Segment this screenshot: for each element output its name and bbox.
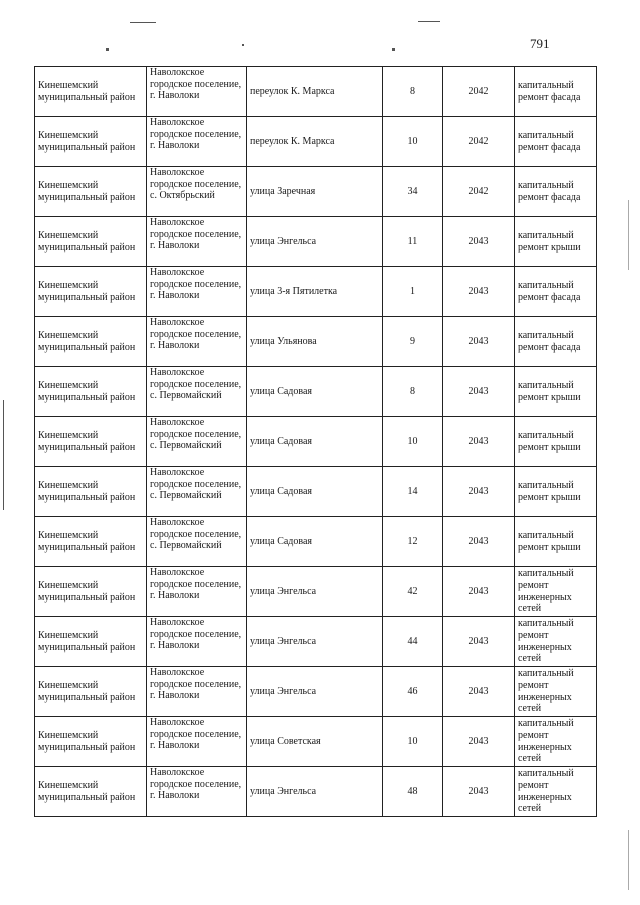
district-cell: [35, 217, 147, 267]
street-cell: [247, 767, 383, 817]
work-type-cell: [515, 217, 597, 267]
settlement-cell: [147, 717, 247, 767]
house-number-cell: [383, 417, 443, 467]
settlement-text: Наволокское городское поселение, г. Наволоки: [150, 217, 242, 252]
page-number: 791: [530, 36, 550, 51]
settlement-text: Наволокское городское поселение, г. Наволоки: [150, 317, 242, 352]
settlement-cell: [147, 667, 247, 717]
house-number-cell: [383, 617, 443, 667]
district-cell: [35, 567, 147, 617]
year-text: 2043: [468, 435, 489, 447]
street-cell: [247, 317, 383, 367]
work-type-cell: [515, 667, 597, 717]
street-cell: [247, 517, 383, 567]
house-number-text: 10: [407, 735, 418, 747]
street-cell: [247, 367, 383, 417]
work-type-text: капитальный ремонт крыши: [518, 479, 581, 503]
work-type-cell: [515, 317, 597, 367]
district-cell: [35, 317, 147, 367]
work-type-text: капитальный ремонт инженерных сетей: [518, 668, 574, 715]
year-cell: [443, 467, 515, 517]
year-cell: [443, 417, 515, 467]
year-cell: [443, 117, 515, 167]
settlement-cell: [147, 467, 247, 517]
house-number-text: 46: [407, 685, 418, 697]
street-cell: [247, 717, 383, 767]
scan-mark: [628, 830, 629, 890]
street-cell: [247, 617, 383, 667]
year-text: 2042: [468, 185, 489, 197]
work-type-cell: [515, 167, 597, 217]
table-row: [35, 167, 597, 217]
street-text: улица Заречная: [250, 185, 316, 197]
house-number-cell: [383, 767, 443, 817]
work-type-cell: [515, 367, 597, 417]
house-number-cell: [383, 717, 443, 767]
work-type-text: капитальный ремонт инженерных сетей: [518, 618, 574, 665]
settlement-cell: [147, 567, 247, 617]
work-type-text: капитальный ремонт инженерных сетей: [518, 718, 574, 765]
settlement-text: Наволокское городское поселение, г. Наволоки: [150, 567, 242, 602]
table-row: [35, 567, 597, 617]
settlement-text: Наволокское городское поселение, г. Наволоки: [150, 717, 242, 752]
district-cell: [35, 267, 147, 317]
table-row: [35, 717, 597, 767]
street-text: улица Садовая: [250, 435, 313, 447]
district-cell: [35, 617, 147, 667]
house-number-cell: [383, 467, 443, 517]
year-cell: [443, 267, 515, 317]
work-type-cell: [515, 417, 597, 467]
house-number-text: 9: [410, 335, 415, 347]
house-number-text: 1: [410, 285, 415, 297]
work-type-cell: [515, 767, 597, 817]
work-type-cell: [515, 617, 597, 667]
district-cell: [35, 517, 147, 567]
house-number-cell: [383, 317, 443, 367]
year-text: 2043: [468, 535, 489, 547]
house-number-text: 8: [410, 85, 415, 97]
settlement-text: Наволокское городское поселение, г. Наволоки: [150, 767, 242, 802]
house-number-cell: [383, 367, 443, 417]
district-cell: [35, 67, 147, 117]
street-text: улица Энгельса: [250, 585, 317, 597]
settlement-cell: [147, 517, 247, 567]
scan-mark: [106, 48, 109, 51]
year-cell: [443, 717, 515, 767]
district-cell: [35, 167, 147, 217]
settlement-cell: [147, 117, 247, 167]
settlement-cell: [147, 417, 247, 467]
settlement-text: Наволокское городское поселение, с. Первомайский: [150, 367, 242, 402]
scan-mark: [242, 44, 244, 46]
table-row: [35, 367, 597, 417]
street-text: улица Советская: [250, 735, 321, 747]
year-text: 2043: [468, 635, 489, 647]
house-number-text: 12: [407, 535, 418, 547]
district-text: Кинешемский муниципальный район: [38, 779, 136, 803]
house-number-cell: [383, 267, 443, 317]
work-type-text: капитальный ремонт фасада: [518, 179, 581, 203]
house-number-text: 14: [407, 485, 418, 497]
district-cell: [35, 367, 147, 417]
year-text: 2043: [468, 735, 489, 747]
settlement-cell: [147, 617, 247, 667]
street-cell: [247, 67, 383, 117]
street-cell: [247, 117, 383, 167]
year-cell: [443, 217, 515, 267]
settlement-text: Наволокское городское поселение, с. Первомайский: [150, 417, 242, 452]
table-row: [35, 317, 597, 367]
street-cell: [247, 167, 383, 217]
house-number-cell: [383, 167, 443, 217]
table-row: [35, 617, 597, 667]
settlement-text: Наволокское городское поселение, с. Первомайский: [150, 467, 242, 502]
street-cell: [247, 667, 383, 717]
district-cell: [35, 717, 147, 767]
year-cell: [443, 617, 515, 667]
street-text: улица Энгельса: [250, 635, 317, 647]
settlement-text: Наволокское городское поселение, г. Наволоки: [150, 267, 242, 302]
district-text: Кинешемский муниципальный район: [38, 629, 136, 653]
year-cell: [443, 567, 515, 617]
year-text: 2043: [468, 335, 489, 347]
year-text: 2043: [468, 235, 489, 247]
house-number-text: 42: [407, 585, 418, 597]
work-type-text: капитальный ремонт крыши: [518, 379, 581, 403]
settlement-cell: [147, 267, 247, 317]
table-body: [35, 67, 597, 817]
street-cell: [247, 467, 383, 517]
house-number-cell: [383, 517, 443, 567]
district-text: Кинешемский муниципальный район: [38, 279, 136, 303]
work-type-cell: [515, 517, 597, 567]
work-type-cell: [515, 67, 597, 117]
street-cell: [247, 217, 383, 267]
district-text: Кинешемский муниципальный район: [38, 329, 136, 353]
year-cell: [443, 667, 515, 717]
year-text: 2043: [468, 385, 489, 397]
settlement-cell: [147, 317, 247, 367]
street-text: переулок К. Маркса: [250, 85, 335, 97]
settlement-cell: [147, 167, 247, 217]
street-text: улица Энгельса: [250, 685, 317, 697]
district-text: Кинешемский муниципальный район: [38, 229, 136, 253]
table-row: [35, 417, 597, 467]
street-text: улица Садовая: [250, 385, 313, 397]
district-cell: [35, 117, 147, 167]
district-text: Кинешемский муниципальный район: [38, 429, 136, 453]
house-number-cell: [383, 217, 443, 267]
table-row: [35, 267, 597, 317]
year-text: 2043: [468, 685, 489, 697]
work-type-text: капитальный ремонт крыши: [518, 529, 581, 553]
table-row: [35, 517, 597, 567]
scan-mark: [392, 48, 395, 51]
work-type-text: капитальный ремонт фасада: [518, 129, 581, 153]
street-text: переулок К. Маркса: [250, 135, 335, 147]
district-text: Кинешемский муниципальный район: [38, 679, 136, 703]
table-row: [35, 117, 597, 167]
year-cell: [443, 167, 515, 217]
house-number-cell: [383, 667, 443, 717]
work-type-cell: [515, 717, 597, 767]
year-text: 2042: [468, 85, 489, 97]
settlement-cell: [147, 217, 247, 267]
year-text: 2043: [468, 785, 489, 797]
settlement-text: Наволокское городское поселение, г. Наволоки: [150, 117, 242, 152]
house-number-cell: [383, 117, 443, 167]
year-cell: [443, 367, 515, 417]
work-type-text: капитальный ремонт фасада: [518, 329, 581, 353]
settlement-cell: [147, 67, 247, 117]
year-text: 2043: [468, 585, 489, 597]
work-type-text: капитальный ремонт фасада: [518, 79, 581, 103]
house-number-text: 48: [407, 785, 418, 797]
year-cell: [443, 67, 515, 117]
settlement-text: Наволокское городское поселение, с. Первомайский: [150, 517, 242, 552]
house-number-text: 11: [407, 235, 418, 247]
year-cell: [443, 317, 515, 367]
table-row: [35, 767, 597, 817]
scan-mark: [130, 22, 156, 23]
district-text: Кинешемский муниципальный район: [38, 379, 136, 403]
settlement-cell: [147, 767, 247, 817]
street-cell: [247, 267, 383, 317]
district-text: Кинешемский муниципальный район: [38, 529, 136, 553]
house-number-text: 8: [410, 385, 415, 397]
year-cell: [443, 517, 515, 567]
district-cell: [35, 417, 147, 467]
work-type-cell: [515, 567, 597, 617]
district-text: Кинешемский муниципальный район: [38, 729, 136, 753]
scan-mark: [628, 200, 629, 270]
house-number-cell: [383, 67, 443, 117]
district-text: Кинешемский муниципальный район: [38, 79, 136, 103]
work-type-cell: [515, 267, 597, 317]
table-row: [35, 217, 597, 267]
work-type-text: капитальный ремонт крыши: [518, 229, 581, 253]
street-text: улица Энгельса: [250, 235, 317, 247]
house-number-text: 10: [407, 435, 418, 447]
scan-mark: [3, 400, 4, 510]
housing-repair-table: [34, 66, 597, 817]
year-text: 2042: [468, 135, 489, 147]
district-text: Кинешемский муниципальный район: [38, 479, 136, 503]
scan-mark: [418, 21, 440, 22]
district-text: Кинешемский муниципальный район: [38, 179, 136, 203]
street-text: улица Ульянова: [250, 335, 317, 347]
work-type-text: капитальный ремонт инженерных сетей: [518, 568, 574, 615]
work-type-text: капитальный ремонт инженерных сетей: [518, 768, 574, 815]
district-cell: [35, 767, 147, 817]
table-row: [35, 467, 597, 517]
settlement-text: Наволокское городское поселение, г. Наволоки: [150, 67, 242, 102]
settlement-text: Наволокское городское поселение, г. Наволоки: [150, 667, 242, 702]
house-number-text: 44: [407, 635, 418, 647]
year-text: 2043: [468, 485, 489, 497]
street-text: улица Садовая: [250, 535, 313, 547]
house-number-text: 34: [407, 185, 418, 197]
work-type-cell: [515, 467, 597, 517]
work-type-cell: [515, 117, 597, 167]
settlement-text: Наволокское городское поселение, с. Октябрьский: [150, 167, 242, 202]
house-number-cell: [383, 567, 443, 617]
district-cell: [35, 667, 147, 717]
year-cell: [443, 767, 515, 817]
street-cell: [247, 417, 383, 467]
work-type-text: капитальный ремонт фасада: [518, 279, 581, 303]
work-type-text: капитальный ремонт крыши: [518, 429, 581, 453]
street-text: улица Садовая: [250, 485, 313, 497]
table-row: [35, 67, 597, 117]
street-text: улица 3-я Пятилетка: [250, 285, 338, 297]
table-row: [35, 667, 597, 717]
street-cell: [247, 567, 383, 617]
year-text: 2043: [468, 285, 489, 297]
house-number-text: 10: [407, 135, 418, 147]
settlement-text: Наволокское городское поселение, г. Наволоки: [150, 617, 242, 652]
district-cell: [35, 467, 147, 517]
street-text: улица Энгельса: [250, 785, 317, 797]
district-text: Кинешемский муниципальный район: [38, 129, 136, 153]
district-text: Кинешемский муниципальный район: [38, 579, 136, 603]
settlement-cell: [147, 367, 247, 417]
